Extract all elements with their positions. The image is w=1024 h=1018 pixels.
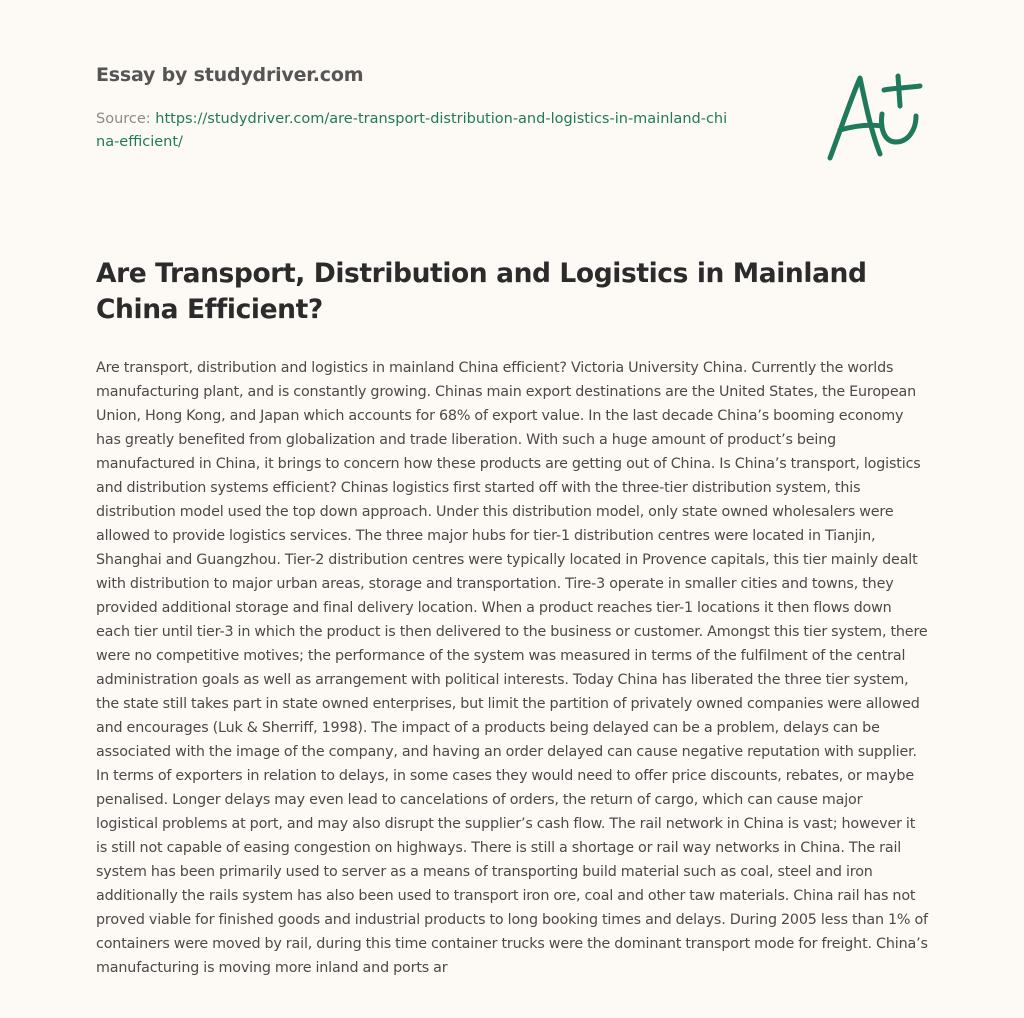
site-brand: Essay by studydriver.com (96, 64, 364, 86)
source-line (96, 108, 736, 154)
essay-title: Are Transport, Distribution and Logistics in Mainland China Efficient? (96, 258, 867, 325)
u-curve-stroke (882, 114, 916, 142)
a-crossbar-stroke (840, 125, 882, 130)
plus-horizontal-stroke (884, 86, 920, 90)
source-link[interactable]: https://studydriver.com/are-transport-distribution-and-logistics-in-mainland-china-efficient/ (96, 111, 728, 150)
a-plus-grade-icon (820, 66, 930, 166)
plus-vertical-stroke (898, 76, 900, 106)
essay-body: Are transport, distribution and logistics in mainland China efficient? Victoria University China. Currently the worlds manufacturing plant, and is constantly growing. Chinas main export destinations are the United States, the European Union, Hong Kong, and Japan which accounts for 68% of export value. In the last decade China’s booming economy has greatly benefited from globalization and trade liberation. With such a huge amount of product’s being manufactured in China, it brings to concern how these products are getting out of China. Is China’s transport, logistics and distribution systems efficient? Chinas logistics first started off with the three-tier distribution system, this distribution model used the top down approach. Under this distribution model, only state owned wholesalers were allowed to provide logistics services. The three major hubs for tier-1 distribution centres were located in Tianjin, Shanghai and Guangzhou. Tier-2 distribution centres were typically located in Provence capitals, this tier mainly dealt with distribution to major urban areas, storage and transportation. Tire-3 operate in smaller cities and towns, they provided additional storage and final delivery location. When a product reaches tier-1 locations it then flows down each tier until tier-3 in which the product is then delivered to the business or customer. Amongst this tier system, there were no competitive motives; the performance of the system was measured in terms of the fulfilment of the central administration goals as well as arrangement with political interests. Today China has liberated the three tier system, the state still takes part in state owned enterprises, but limit the partition of privately owned companies were allowed and encourages (Luk & Sherriff, 1998). The impact of a products being delayed can be a problem, delays can be associated with the image of the company, and having an order delayed can cause negative reputation with supplier. In terms of exporters in relation to delays, in some cases they would need to offer price discounts, rebates, or maybe penalised. Longer delays may even lead to cancelations of orders, the return of cargo, which can cause major logistical problems at port, and may also disrupt the supplier’s cash flow. The rail network in China is vast; however it is still not capable of easing congestion on highways. There is still a shortage or rail way networks in China. The rail system has been primarily used to server as a means of transporting build material such as coal, steel and iron additionally the rails system has also been used to transport iron ore, coal and other taw materials. China rail has not proved viable for finished goods and industrial products to long booking times and delays. During 2005 less than 1% of containers were moved by rail, during this time container trucks were the dominant transport mode for freight. China’s manufacturing is moving more inland and ports ar (96, 360, 928, 976)
header (96, 64, 736, 154)
a-letter-stroke (830, 78, 880, 158)
source-label: Source: (96, 111, 156, 127)
